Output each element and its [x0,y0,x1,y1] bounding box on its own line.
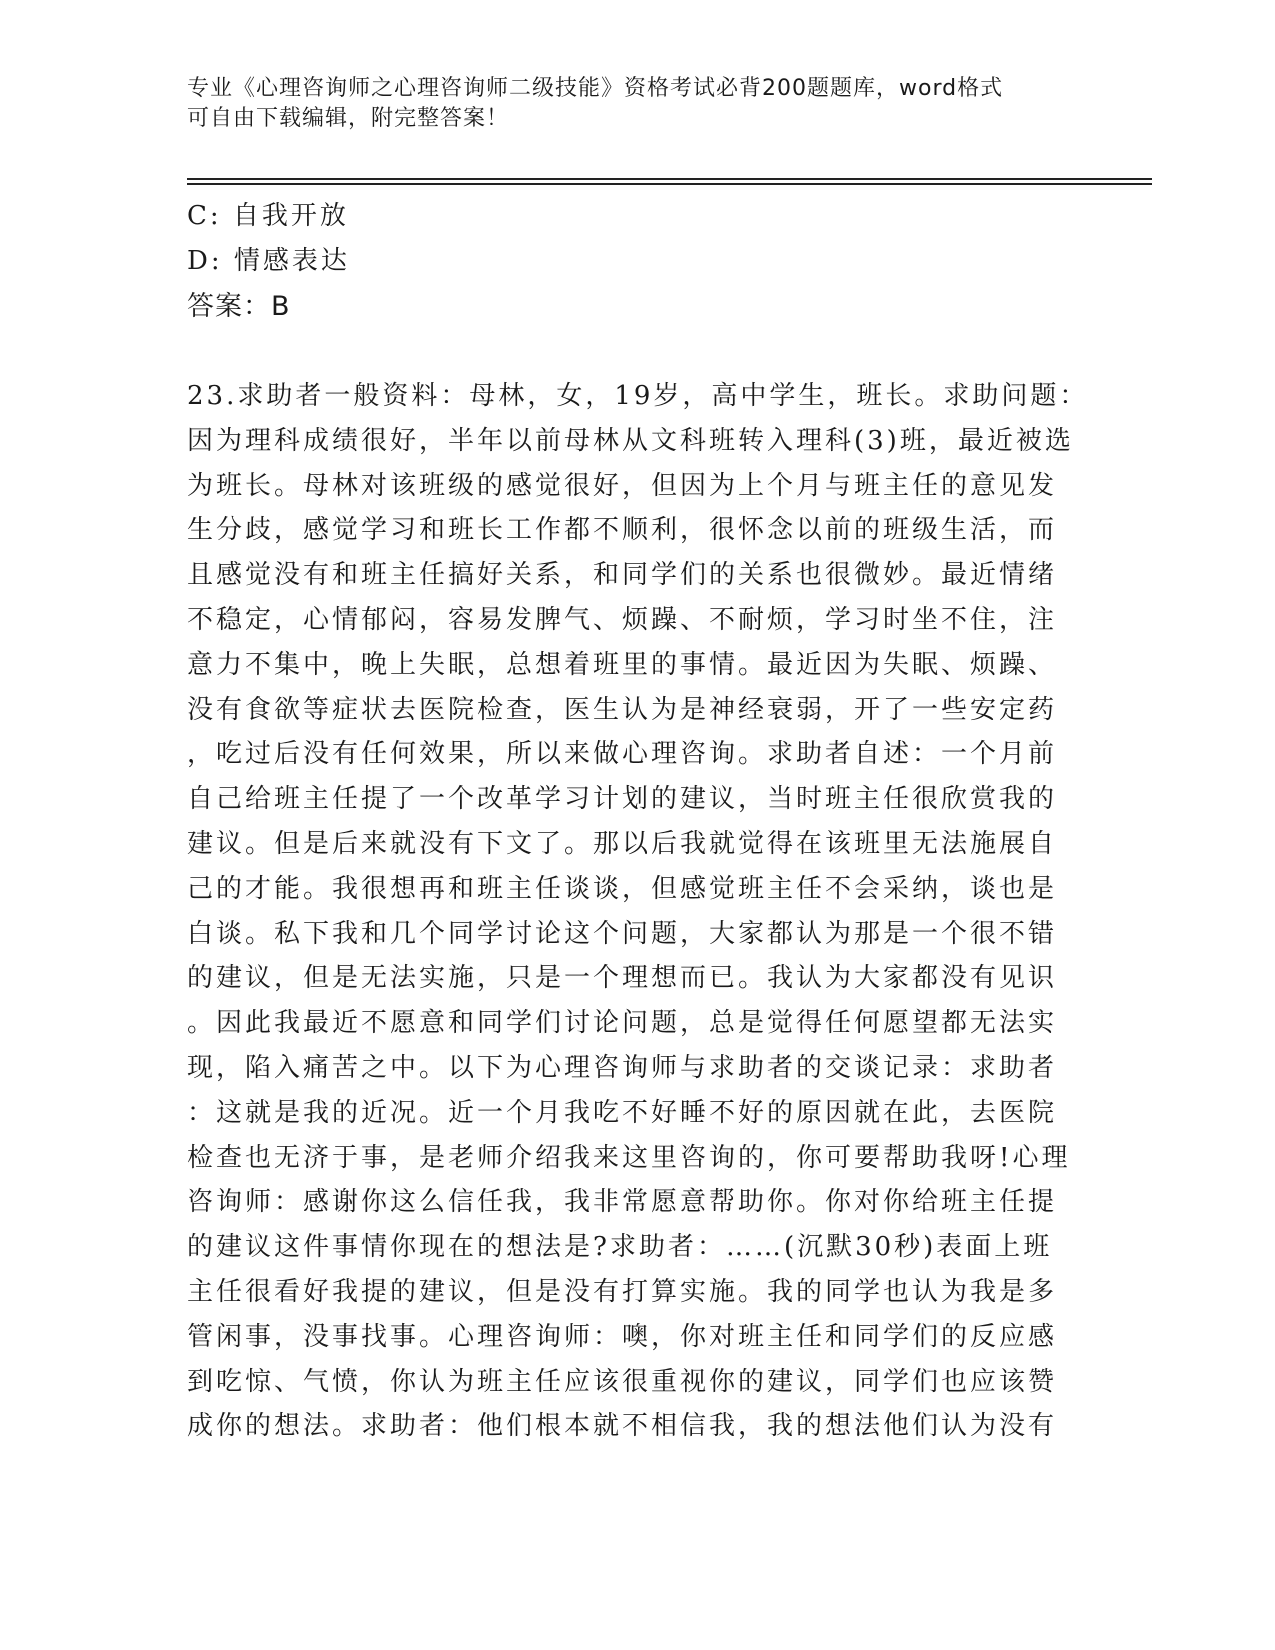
document-header [187,74,1067,134]
question-line: 现，陷入痛苦之中。以下为心理咨询师与求助者的交谈记录：求助者 [187,1052,1058,1083]
question-line: 的建议这件事情你现在的想法是?求助者：……(沉默30秒)表面上班 [187,1232,1053,1263]
answer-line: 答案：B [187,291,291,322]
question-line: 不稳定，心情郁闷，容易发脾气、烦躁、不耐烦，学习时坐不住，注 [187,604,1058,635]
header-divider-bottom [187,183,1152,185]
question-line: 自己给班主任提了一个改革学习计划的建议，当时班主任很欣赏我的 [187,784,1058,815]
option-d: D: 情感表达 [187,246,350,276]
header-line-1: 专业《心理咨询师之心理咨询师二级技能》资格考试必背200题题库，word格式 [187,76,1004,101]
question-line: 意力不集中，晚上失眠，总想着班里的事情。最近因为失眠、烦躁、 [187,649,1058,680]
question-line: 白谈。私下我和几个同学讨论这个问题，大家都认为那是一个很不错 [187,918,1058,949]
question-line: 的建议，但是无法实施，只是一个理想而已。我认为大家都没有见识 [187,963,1058,994]
option-c: C: 自我开放 [187,201,349,231]
header-divider-top [187,178,1152,180]
header-line-2: 可自由下载编辑，附完整答案！ [187,106,510,131]
question-line: 23.求助者一般资料：母林，女，19岁，高中学生，班长。求助问题： [187,381,1089,411]
question-line: 没有食欲等症状去医院检查，医生认为是神经衰弱，开了一些安定药 [187,694,1058,725]
question-line: 己的才能。我很想再和班主任谈谈，但感觉班主任不会采纳，谈也是 [187,873,1058,904]
question-line: 成你的想法。求助者：他们根本就不相信我，我的想法他们认为没有 [187,1411,1058,1442]
question-line: 且感觉没有和班主任搞好关系，和同学们的关系也很微妙。最近情绪 [187,560,1058,591]
question-line: 咨询师：感谢你这么信任我，我非常愿意帮助你。你对你给班主任提 [187,1187,1058,1218]
question-line: 因为理科成绩很好，半年以前母林从文科班转入理科(3)班，最近被选 [187,425,1074,456]
question-line: 检查也无济于事，是老师介绍我来这里咨询的，你可要帮助我呀!心理 [187,1142,1071,1173]
question-line: 为班长。母林对该班级的感觉很好，但因为上个月与班主任的意见发 [187,470,1058,501]
question-line: 建议。但是后来就没有下文了。那以后我就觉得在该班里无法施展自 [187,828,1058,859]
question-line: ：这就是我的近况。近一个月我吃不好睡不好的原因就在此，去医院 [187,1097,1058,1128]
question-line: 。因此我最近不愿意和同学们讨论问题，总是觉得任何愿望都无法实 [187,1008,1058,1039]
question-line: 主任很看好我提的建议，但是没有打算实施。我的同学也认为我是多 [187,1276,1058,1307]
question-23 [187,374,1087,1449]
question-line: 生分歧，感觉学习和班长工作都不顺利，很怀念以前的班级生活，而 [187,515,1058,546]
question-line: ，吃过后没有任何效果，所以来做心理咨询。求助者自述：一个月前 [187,739,1058,770]
question-line: 管闲事，没事找事。心理咨询师：噢，你对班主任和同学们的反应感 [187,1321,1058,1352]
question-line: 到吃惊、气愤，你认为班主任应该很重视你的建议，同学们也应该赞 [187,1366,1058,1397]
